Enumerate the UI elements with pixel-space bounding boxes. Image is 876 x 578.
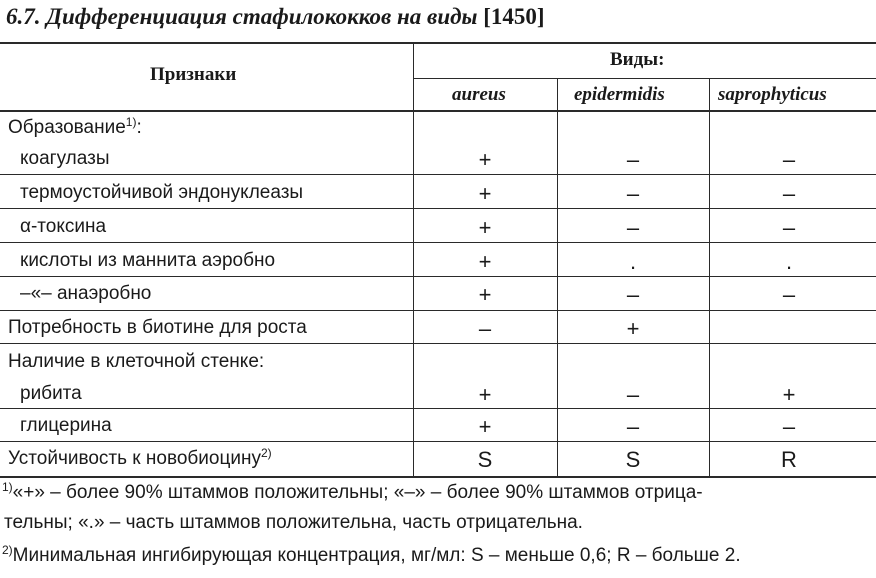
row-divider <box>0 174 876 175</box>
row-divider <box>0 276 876 277</box>
footnote-text: «+» – более 90% штаммов положительны; «–» – более 90% штаммов отрица- <box>12 482 703 503</box>
value-saprophyticus: – <box>782 414 796 439</box>
row-label: рибита <box>20 383 82 404</box>
value-aureus: – <box>478 316 492 341</box>
value-epidermidis: – <box>626 215 640 240</box>
value-saprophyticus: – <box>782 282 796 307</box>
row-label: Потребность в биотине для роста <box>8 317 307 338</box>
value-epidermidis: S <box>625 447 641 472</box>
row-divider <box>0 343 876 344</box>
value-aureus: + <box>478 382 492 407</box>
table-top-rule <box>0 42 876 44</box>
title-reference: [1450] <box>483 4 545 29</box>
footnote-marker: 2) <box>2 543 13 557</box>
footnote-1-line-1 <box>2 482 703 504</box>
footnote-marker: 1) <box>2 480 13 494</box>
species-header: Виды: <box>610 49 665 70</box>
value-epidermidis: – <box>626 282 640 307</box>
row-label: кислоты из маннита аэробно <box>20 250 276 271</box>
species-aureus: aureus <box>452 84 506 105</box>
row-divider <box>0 310 876 311</box>
value-aureus: + <box>478 249 492 274</box>
value-aureus: + <box>478 181 492 206</box>
row-divider <box>0 242 876 243</box>
table-bottom-rule <box>0 476 876 478</box>
row-label-text: Образование <box>8 117 126 138</box>
row-label: Наличие в клеточной стенке: <box>8 351 265 372</box>
row-label: глицерина <box>20 415 112 436</box>
row-label: –«– анаэробно <box>20 283 152 304</box>
features-header: Признаки <box>150 64 237 85</box>
species-epidermidis: epidermidis <box>574 84 665 105</box>
value-epidermidis: – <box>626 382 640 407</box>
column-divider <box>413 42 414 476</box>
species-header-rule <box>413 78 876 79</box>
value-epidermidis: – <box>626 147 640 172</box>
row-label <box>8 448 272 470</box>
header-bottom-rule <box>0 110 876 112</box>
value-aureus: + <box>478 282 492 307</box>
row-divider <box>0 208 876 209</box>
footnote-ref: 1) <box>125 115 137 129</box>
value-saprophyticus: – <box>782 215 796 240</box>
table-title <box>6 4 545 30</box>
value-aureus: + <box>478 414 492 439</box>
footnote-text: Минимальная ингибирующая концентрация, мг/мл: S – меньше 0,6; R – больше 2. <box>12 545 741 566</box>
value-aureus: + <box>478 147 492 172</box>
value-epidermidis: . <box>629 249 637 274</box>
value-aureus: S <box>477 447 493 472</box>
value-saprophyticus: R <box>781 447 797 472</box>
value-epidermidis: – <box>626 181 640 206</box>
value-saprophyticus: + <box>782 382 796 407</box>
footnote-2 <box>2 545 741 567</box>
title-text: 6.7. Дифференциация стафилококков на виды <box>6 4 478 29</box>
value-saprophyticus: . <box>785 249 793 274</box>
value-epidermidis: + <box>626 316 640 341</box>
value-saprophyticus: – <box>782 181 796 206</box>
column-divider <box>557 78 558 476</box>
value-epidermidis: – <box>626 414 640 439</box>
row-divider <box>0 441 876 442</box>
column-divider <box>709 78 710 476</box>
species-saprophyticus: saprophyticus <box>718 84 827 105</box>
row-label: термоустойчивой эндонуклеазы <box>20 182 304 203</box>
row-label: коагулазы <box>20 148 110 169</box>
row-label-suffix: : <box>136 117 142 138</box>
row-divider <box>0 408 876 409</box>
row-label <box>8 117 142 139</box>
row-label-text: Устойчивость к новобиоцину <box>8 448 261 469</box>
value-aureus: + <box>478 215 492 240</box>
footnote-ref: 2) <box>260 446 272 460</box>
value-saprophyticus: – <box>782 147 796 172</box>
row-label: α-токсина <box>20 216 107 237</box>
footnote-1-line-2: тельны; «.» – часть штаммов положительна, часть отрицательна. <box>4 512 583 533</box>
